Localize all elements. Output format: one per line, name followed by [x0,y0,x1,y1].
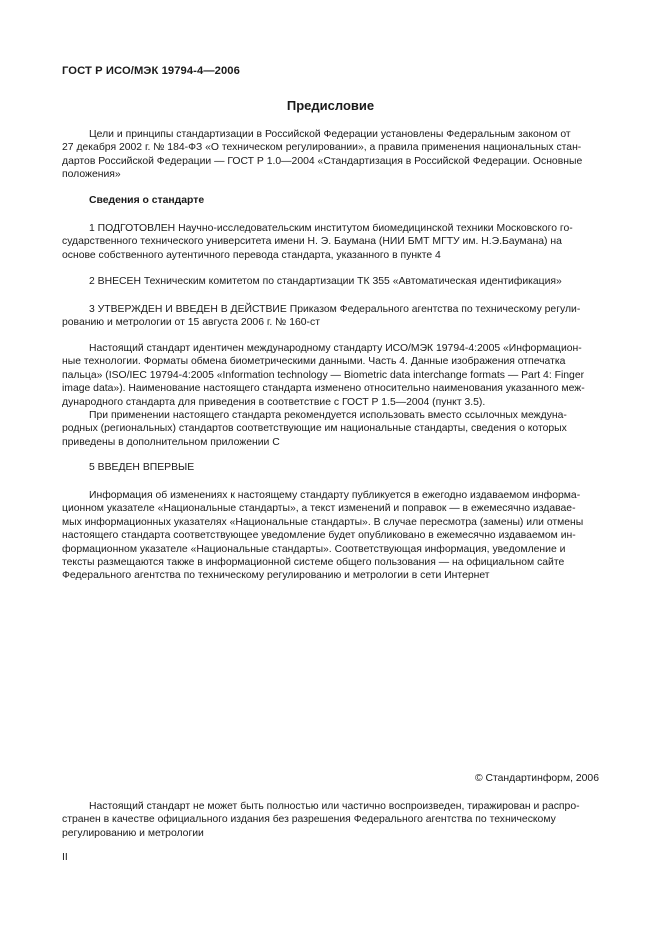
text-line: ционном указателе «Национальные стандарты», а текст изменений и поправок — в ежемесячно издавае- [62,503,576,515]
text-line: сударственного технического университета имени Н. Э. Баумана (НИИ БМТ МГТУ им. Н.Э.Баумана) на [62,236,562,248]
text-line: 3 УТВЕРЖДЕН И ВВЕДЕН В ДЕЙСТВИЕ Приказом Федерального агентства по техническому регули- [89,304,581,315]
reproduction-notice [62,800,600,840]
text-line: странен в качестве официального издания без разрешения Федерального агентства по техническому [62,814,556,826]
text-line: положения» [62,169,121,181]
text-line: image data»). Наименование настоящего стандарта изменено относительно наименования указанного меж- [62,383,585,395]
text-line: тексты размещаются также в информационной системе общего пользования — на официальном сайте [62,557,565,569]
text-line: При применении настоящего стандарта рекомендуется использовать вместо ссылочных междуна- [89,410,567,422]
text-line: настоящего стандарта соответствующее уведомление будет опубликовано в ежемесячно издаваемом ин- [62,530,576,542]
intro-paragraph [62,128,600,182]
text-line: 5 ВВЕДЕН ВПЕРВЫЕ [89,462,195,473]
item-3-paragraph [62,303,600,330]
text-line: дартов Российской Федерации — ГОСТ Р 1.0—2004 «Стандартизация в Российской Федерации. Основные [62,155,583,167]
text-line: дународного стандарта для приведения в соответствие с ГОСТ Р 1.5—2004 (пункт 3.5). [62,396,486,408]
text-line: 27 декабря 2002 г. № 184-ФЗ «О техническом регулировании», а правила применения национальных стан- [62,142,582,154]
text-line: рованию и метрологии от 15 августа 2006 г. № 160-ст [62,317,320,329]
copyright-line: © Стандартинформ, 2006 [474,773,599,784]
text-line: родных (региональных) стандартов соответствующие им национальные стандарты, сведения о которых [62,423,567,435]
text-line: формационном указателе «Национальные стандарты». Соответствующая информация, уведомление и [62,543,566,555]
text-line: пальца» (ISO/IEC 19794-4:2005 «Information technology — Biometric data interchange formats — Part 4: Finger [62,369,585,381]
text-line: Федерального агентства по техническому регулированию и метрологии в сети Интернет [62,570,490,582]
text-line: 1 ПОДГОТОВЛЕН Научно-исследовательским институтом биомедицинской техники Московского го- [89,223,573,234]
text-line: Настоящий стандарт идентичен международному стандарту ИСО/МЭК 19794-4:2005 «Информацион- [89,343,582,354]
page-number: II [62,852,68,863]
text-line: 2 ВНЕСЕН Техническим комитетом по стандартизации ТК 355 «Автоматическая идентификация» [89,276,562,287]
item-5-paragraph [62,461,600,474]
item-1-paragraph [62,222,600,262]
text-line: основе собственного аутентичного перевода стандарта, указанного в пункте 4 [62,249,441,261]
item-4-paragraph [62,342,600,449]
info-paragraph [62,489,600,583]
text-line: Настоящий стандарт не может быть полностью или частично воспроизведен, тиражирован и распро- [89,801,580,812]
text-line: приведены в дополнительном приложении С [62,436,280,448]
page-title: Предисловие [286,98,375,113]
text-line: Цели и принципы стандартизации в Российской Федерации установлены Федеральным законом от [89,129,571,140]
document-header: ГОСТ Р ИСО/МЭК 19794-4—2006 [62,65,240,77]
text-line: Информация об изменениях к настоящему стандарту публикуется в ежегодно издаваемом информа- [89,490,581,501]
text-line: регулированию и метрологии [62,827,204,839]
text-line: мых информационных указателях «Национальные стандарты». В случае пересмотра (замены) или отмены [62,516,584,528]
text-line: ные технологии. Форматы обмена биометрическими данными. Часть 4. Данные изображения отпечатка [62,356,566,368]
standard-info-heading: Сведения о стандарте [89,195,205,206]
item-2-paragraph [62,275,600,288]
